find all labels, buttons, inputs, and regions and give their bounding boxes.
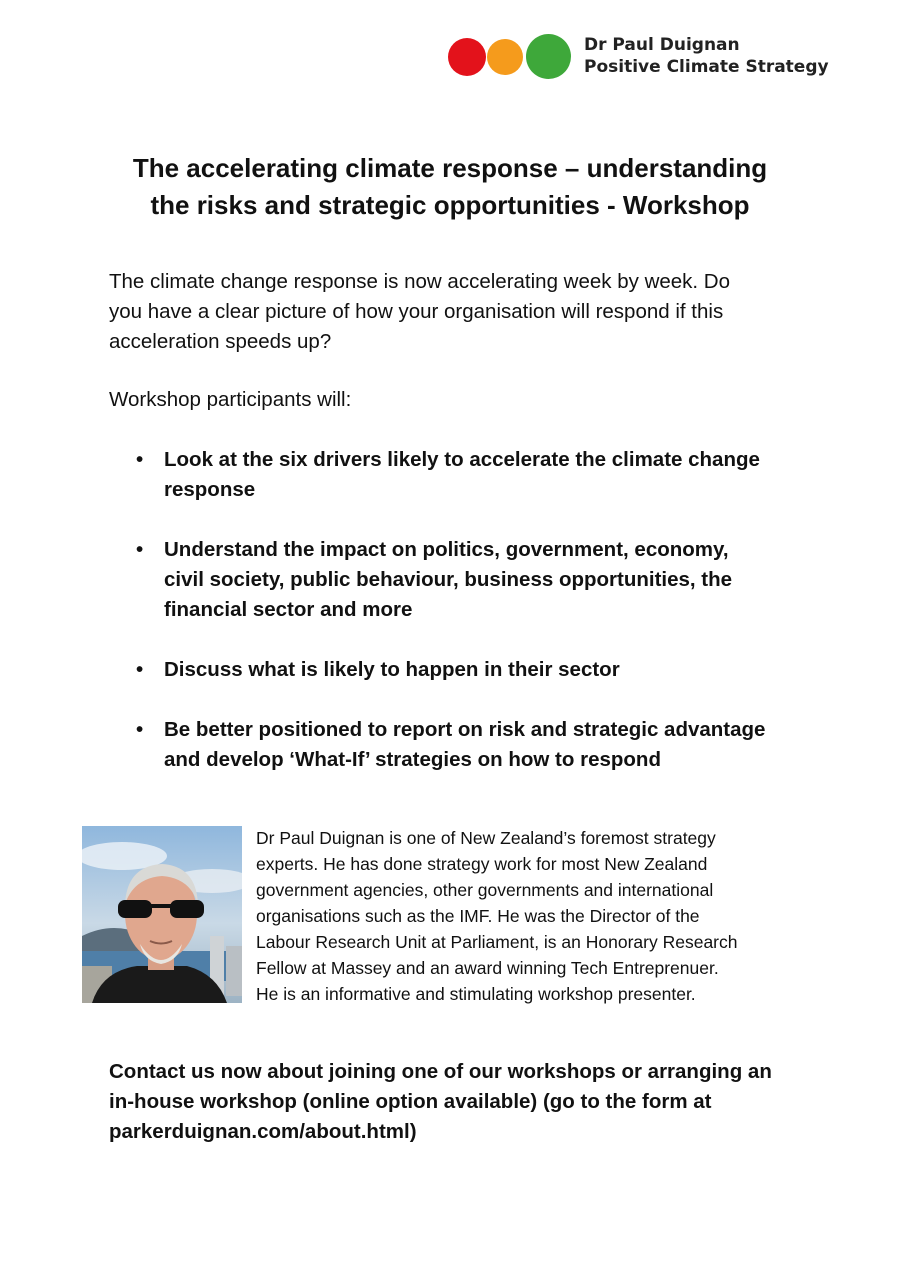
intro-paragraph — [109, 267, 809, 357]
bio-line: Labour Research Unit at Parliament, is an Honorary Research — [256, 932, 738, 952]
outcomes-list — [136, 445, 816, 805]
logo-dots — [446, 32, 576, 80]
bullet-icon: • — [136, 448, 144, 471]
list-item-line: Be better positioned to report on risk and strategic advantage — [164, 718, 766, 741]
presenter-bio — [256, 825, 816, 1007]
title-line: The accelerating climate response – understanding — [132, 153, 768, 183]
list-item-line: civil society, public behaviour, business opportunities, the — [164, 568, 733, 591]
page-title — [80, 150, 820, 224]
presenter-portrait-icon — [82, 826, 242, 1003]
bio-line: government agencies, other governments and international — [256, 880, 714, 900]
logo-green-dot — [526, 34, 571, 79]
bio-line: He is an informative and stimulating workshop presenter. — [256, 984, 696, 1004]
list-item — [136, 715, 816, 775]
logo — [446, 30, 846, 82]
bio-line: Fellow at Massey and an award winning Tech Entreprenuer. — [256, 958, 719, 978]
contact-line: in-house workshop (online option available) (go to the form at — [109, 1090, 712, 1113]
bio-line: experts. He has done strategy work for most New Zealand — [256, 854, 708, 874]
logo-orange-dot — [487, 39, 523, 75]
bullet-icon: • — [136, 538, 144, 561]
list-item — [136, 445, 816, 505]
intro-line: acceleration speeds up? — [109, 330, 332, 353]
logo-name: Dr Paul Duignan — [584, 35, 740, 55]
logo-tagline: Positive Climate Strategy — [584, 57, 829, 77]
participants-heading: Workshop participants will: — [109, 388, 352, 411]
title-line: the risks and strategic opportunities - Workshop — [150, 190, 750, 220]
list-item-line: financial sector and more — [164, 598, 413, 621]
logo-text — [584, 34, 829, 78]
bullet-icon: • — [136, 718, 144, 741]
list-item-line: Understand the impact on politics, government, economy, — [164, 538, 729, 561]
contact-line: Contact us now about joining one of our workshops or arranging an — [109, 1060, 772, 1083]
logo-red-dot — [448, 38, 486, 76]
list-item-line: response — [164, 478, 256, 501]
list-item-line: and develop ‘What-If’ strategies on how to respond — [164, 748, 661, 771]
intro-line: you have a clear picture of how your organisation will respond if this — [109, 300, 724, 323]
presenter-photo — [82, 826, 242, 1003]
contact-link[interactable]: parkerduignan.com/about.html) — [109, 1120, 417, 1143]
list-item — [136, 655, 816, 685]
intro-line: The climate change response is now accelerating week by week. Do — [109, 270, 731, 293]
bio-line: organisations such as the IMF. He was the Director of the — [256, 906, 700, 926]
list-item-line: Discuss what is likely to happen in their sector — [164, 658, 620, 681]
list-item-line: Look at the six drivers likely to accelerate the climate change — [164, 448, 760, 471]
contact-call-to-action — [109, 1057, 829, 1147]
bullet-icon: • — [136, 658, 144, 681]
list-item — [136, 535, 816, 625]
bio-line: Dr Paul Duignan is one of New Zealand’s foremost strategy — [256, 828, 716, 848]
